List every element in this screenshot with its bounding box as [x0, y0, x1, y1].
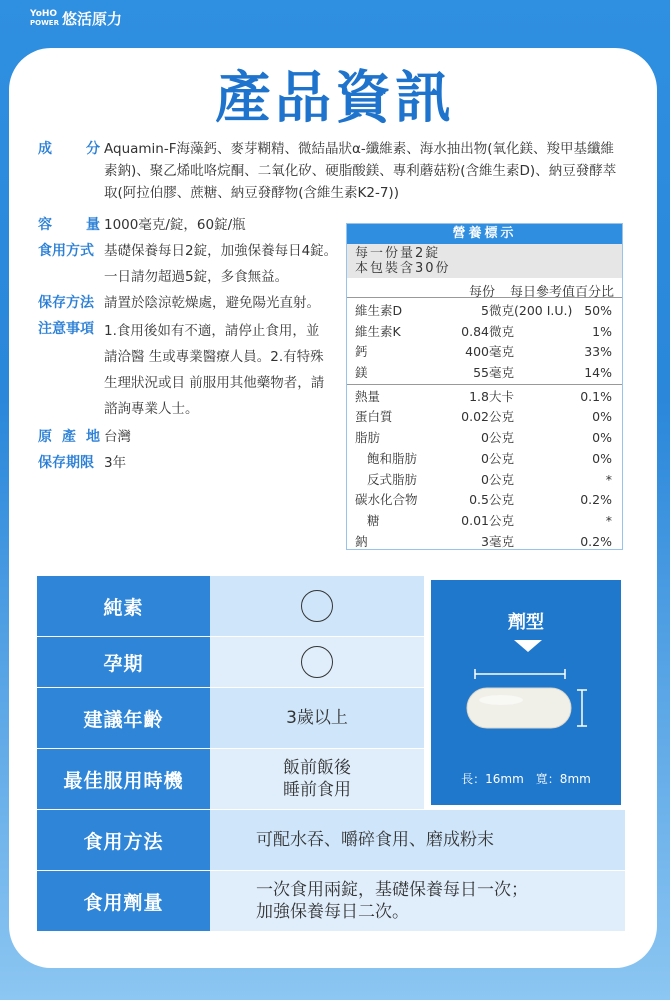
nutrient-name: 飽和脂肪 — [367, 450, 418, 466]
shelf-life-label: 保存期限 — [38, 455, 94, 471]
nutrient-unit: 公克 — [489, 492, 515, 508]
nutrient-unit: 毫克 — [489, 344, 515, 360]
nutrition-row — [347, 387, 622, 408]
nutrient-unit: 毫克 — [489, 533, 515, 549]
caution-value — [104, 318, 324, 422]
origin-row — [38, 426, 338, 448]
nutrient-value: 0.01 — [461, 512, 489, 528]
method-label: 食用方法 — [37, 810, 210, 870]
nutrient-name: 鈣 — [355, 344, 368, 360]
method-value: 可配水吞、嚼碎食用、磨成粉末 — [210, 810, 625, 870]
dose-line-1: 一次食用兩錠，基礎保養每日一次； — [256, 880, 528, 900]
nutrient-daily-value: 0% — [592, 450, 612, 466]
nutrition-row — [347, 511, 622, 532]
nutrition-facts-table — [346, 223, 623, 550]
nutrient-name: 熱量 — [355, 388, 381, 404]
volume-label — [38, 214, 104, 236]
origin-label-a: 原 — [38, 429, 52, 445]
storage-label: 保存方法 — [38, 295, 94, 311]
tablet-dimensions: 長：16mm 寬：8mm — [461, 772, 591, 786]
origin-value: 台灣 — [104, 429, 131, 445]
grid-row-method — [37, 810, 625, 870]
dose-label: 食用劑量 — [37, 871, 210, 931]
nutrient-unit: 公克 — [489, 471, 515, 487]
nutrition-row — [347, 449, 622, 470]
nutrition-header: 營養標示 — [347, 224, 622, 244]
nutrient-daily-value: * — [605, 471, 612, 487]
grid-row-pregnancy — [37, 637, 424, 687]
nutrient-daily-value: 1% — [592, 323, 612, 339]
nutrient-unit: 公克 — [489, 512, 515, 528]
vegan-value — [210, 576, 424, 636]
timing-line-2: 睡前食用 — [283, 780, 351, 800]
tablet-pill-icon — [467, 688, 571, 728]
nutrient-value: 5 — [481, 303, 489, 318]
circle-icon — [301, 646, 333, 678]
nutrition-row — [347, 428, 622, 449]
origin-label — [38, 426, 104, 448]
timing-line-1: 飯前飯後 — [283, 758, 351, 778]
usage-row — [38, 240, 338, 288]
brand-logo — [30, 8, 122, 29]
timing-value — [210, 749, 424, 809]
nutrient-value: 3 — [481, 533, 489, 549]
nutrient-name: 鎂 — [355, 365, 368, 381]
grid-row-dose — [37, 871, 625, 931]
nutrient-unit: 微克 — [489, 323, 515, 339]
nutrition-serving — [347, 244, 622, 278]
nutrient-name: 碳水化合物 — [355, 492, 418, 508]
nutrient-unit: 公克 — [489, 430, 515, 446]
nutrition-rows-vitamins — [347, 298, 622, 384]
nutrient-value: 0 — [481, 471, 489, 487]
nutrient-name: 鈉 — [355, 533, 368, 549]
ingredients-label-a: 成 — [38, 141, 52, 157]
nutrient-name: 維生素K — [355, 323, 401, 339]
ingredients-label-b: 分 — [86, 141, 100, 157]
servings-per-package: 本包裝含30份 — [355, 261, 451, 276]
timing-label: 最佳服用時機 — [37, 749, 210, 809]
nutrient-name: 蛋白質 — [355, 409, 393, 425]
nutrient-daily-value: 14% — [584, 365, 612, 381]
nutrition-row — [347, 301, 622, 322]
nutrient-daily-value: 50% — [584, 303, 612, 318]
pregnancy-value — [210, 637, 424, 687]
tablet-illustration — [431, 668, 621, 738]
brand-mark — [30, 10, 60, 28]
circle-icon — [301, 590, 333, 622]
dose-line-2: 加強保養每日二次。 — [256, 902, 409, 922]
caution-line-2: 請洽醫 生或專業醫療人員。2.有特殊 — [104, 349, 324, 365]
nutrient-value: 0.02 — [461, 409, 489, 425]
tablet-shape-panel — [427, 576, 625, 809]
nutrition-row — [347, 322, 622, 343]
usage-line-1: 基礎保養每日2錠，加強保養每日4錠。 — [104, 243, 338, 259]
nutrient-name: 脂肪 — [355, 430, 381, 446]
ingredients-row — [38, 138, 623, 204]
nutrient-value: 55 — [473, 365, 489, 381]
usage-value — [104, 240, 337, 288]
nutrient-value: 0 — [481, 450, 489, 466]
product-info — [38, 214, 338, 478]
shelf-life-value: 3年 — [104, 455, 127, 471]
nutrient-unit: 毫克 — [489, 365, 515, 381]
ingredients-label — [38, 138, 104, 204]
arrow-down-icon — [514, 640, 542, 652]
caution-label: 注意事項 — [38, 321, 94, 337]
nutrition-row — [347, 407, 622, 428]
brand-mark-top: YoHO — [30, 8, 58, 19]
nutrient-daily-value: 33% — [584, 344, 612, 360]
volume-value: 1000毫克/錠，60錠/瓶 — [104, 217, 246, 233]
nutrient-daily-value: 0.2% — [580, 533, 612, 549]
usage-label: 食用方式 — [38, 243, 94, 259]
caution-row — [38, 318, 338, 422]
vegan-label: 純素 — [37, 576, 210, 636]
nutrient-value: 0.84 — [461, 323, 489, 339]
nutrient-value: 0 — [481, 430, 489, 446]
caution-line-1: 1.食用後如有不適，請停止食用，並 — [104, 323, 320, 339]
origin-label-c: 地 — [86, 429, 100, 445]
pregnancy-label: 孕期 — [37, 637, 210, 687]
caution-line-4: 諮詢專業人士。 — [104, 401, 199, 417]
page-title: 產品資訊 — [215, 66, 455, 131]
nutrient-value: 0.5 — [469, 492, 489, 508]
age-label: 建議年齡 — [37, 688, 210, 748]
volume-label-a: 容 — [38, 217, 52, 233]
caution-line-3: 生理狀況或目 前服用其他藥物者，請 — [104, 375, 325, 391]
nutrient-unit: 大卡 — [489, 388, 515, 404]
origin-label-b: 產 — [62, 429, 76, 445]
nutrient-daily-value: 0% — [592, 409, 612, 425]
tablet-shine-icon — [479, 695, 523, 705]
nutrient-unit: 公克 — [489, 450, 515, 466]
nutrient-unit: 微克(200 I.U.) — [489, 303, 573, 318]
nutrition-row — [347, 470, 622, 491]
nutrient-daily-value: 0.2% — [580, 492, 612, 508]
storage-value: 請置於陰涼乾燥處，避免陽光直射。 — [104, 295, 320, 311]
grid-row-vegan — [37, 576, 424, 636]
nutrient-daily-value: 0.1% — [580, 388, 612, 404]
serving-size: 每一份量2錠 — [355, 246, 441, 261]
volume-row — [38, 214, 338, 236]
nutrition-column-header — [347, 278, 622, 298]
col-per-serving: 每份 — [468, 285, 495, 300]
tablet-title: 劑型 — [508, 612, 544, 633]
grid-row-age — [37, 688, 424, 748]
ingredients-text: Aquamin-F海藻鈣、麥芽糊精、微結晶狀α-纖維素、海水抽出物(氧化鎂、羧甲基纖維素鈉)、聚乙烯吡咯烷酮、二氧化矽、硬脂酸鎂、專利蘑菇粉(含維生素D)、納豆發酵萃取(阿拉伯膠、蔗糖、納豆發酵物(含維生素K2-7)) — [104, 141, 617, 201]
nutrition-row — [347, 342, 622, 363]
brand-name: 悠活原力 — [62, 10, 123, 28]
dose-value — [210, 871, 625, 931]
nutrition-row — [347, 363, 622, 384]
nutrition-row — [347, 532, 622, 553]
nutrient-name: 維生素D — [355, 303, 403, 318]
nutrient-value: 1.8 — [469, 388, 489, 404]
shelf-life-row — [38, 452, 338, 474]
nutrient-unit: 公克 — [489, 409, 515, 425]
usage-line-2: 一日請勿超過5錠，多食無益。 — [104, 269, 289, 285]
storage-row — [38, 292, 338, 314]
nutrition-rows-macros — [347, 385, 622, 553]
age-value: 3歲以上 — [210, 688, 424, 748]
nutrition-row — [347, 490, 622, 511]
nutrient-value: 400 — [465, 344, 489, 360]
volume-label-b: 量 — [86, 217, 100, 233]
grid-row-timing — [37, 749, 424, 809]
nutrient-name: 糖 — [367, 512, 380, 528]
col-daily-value: 每日參考值百分比 — [509, 285, 614, 300]
nutrient-name: 反式脂肪 — [367, 471, 418, 487]
nutrient-daily-value: * — [605, 512, 612, 528]
brand-mark-bottom: POWER — [30, 18, 59, 27]
nutrient-daily-value: 0% — [592, 430, 612, 446]
